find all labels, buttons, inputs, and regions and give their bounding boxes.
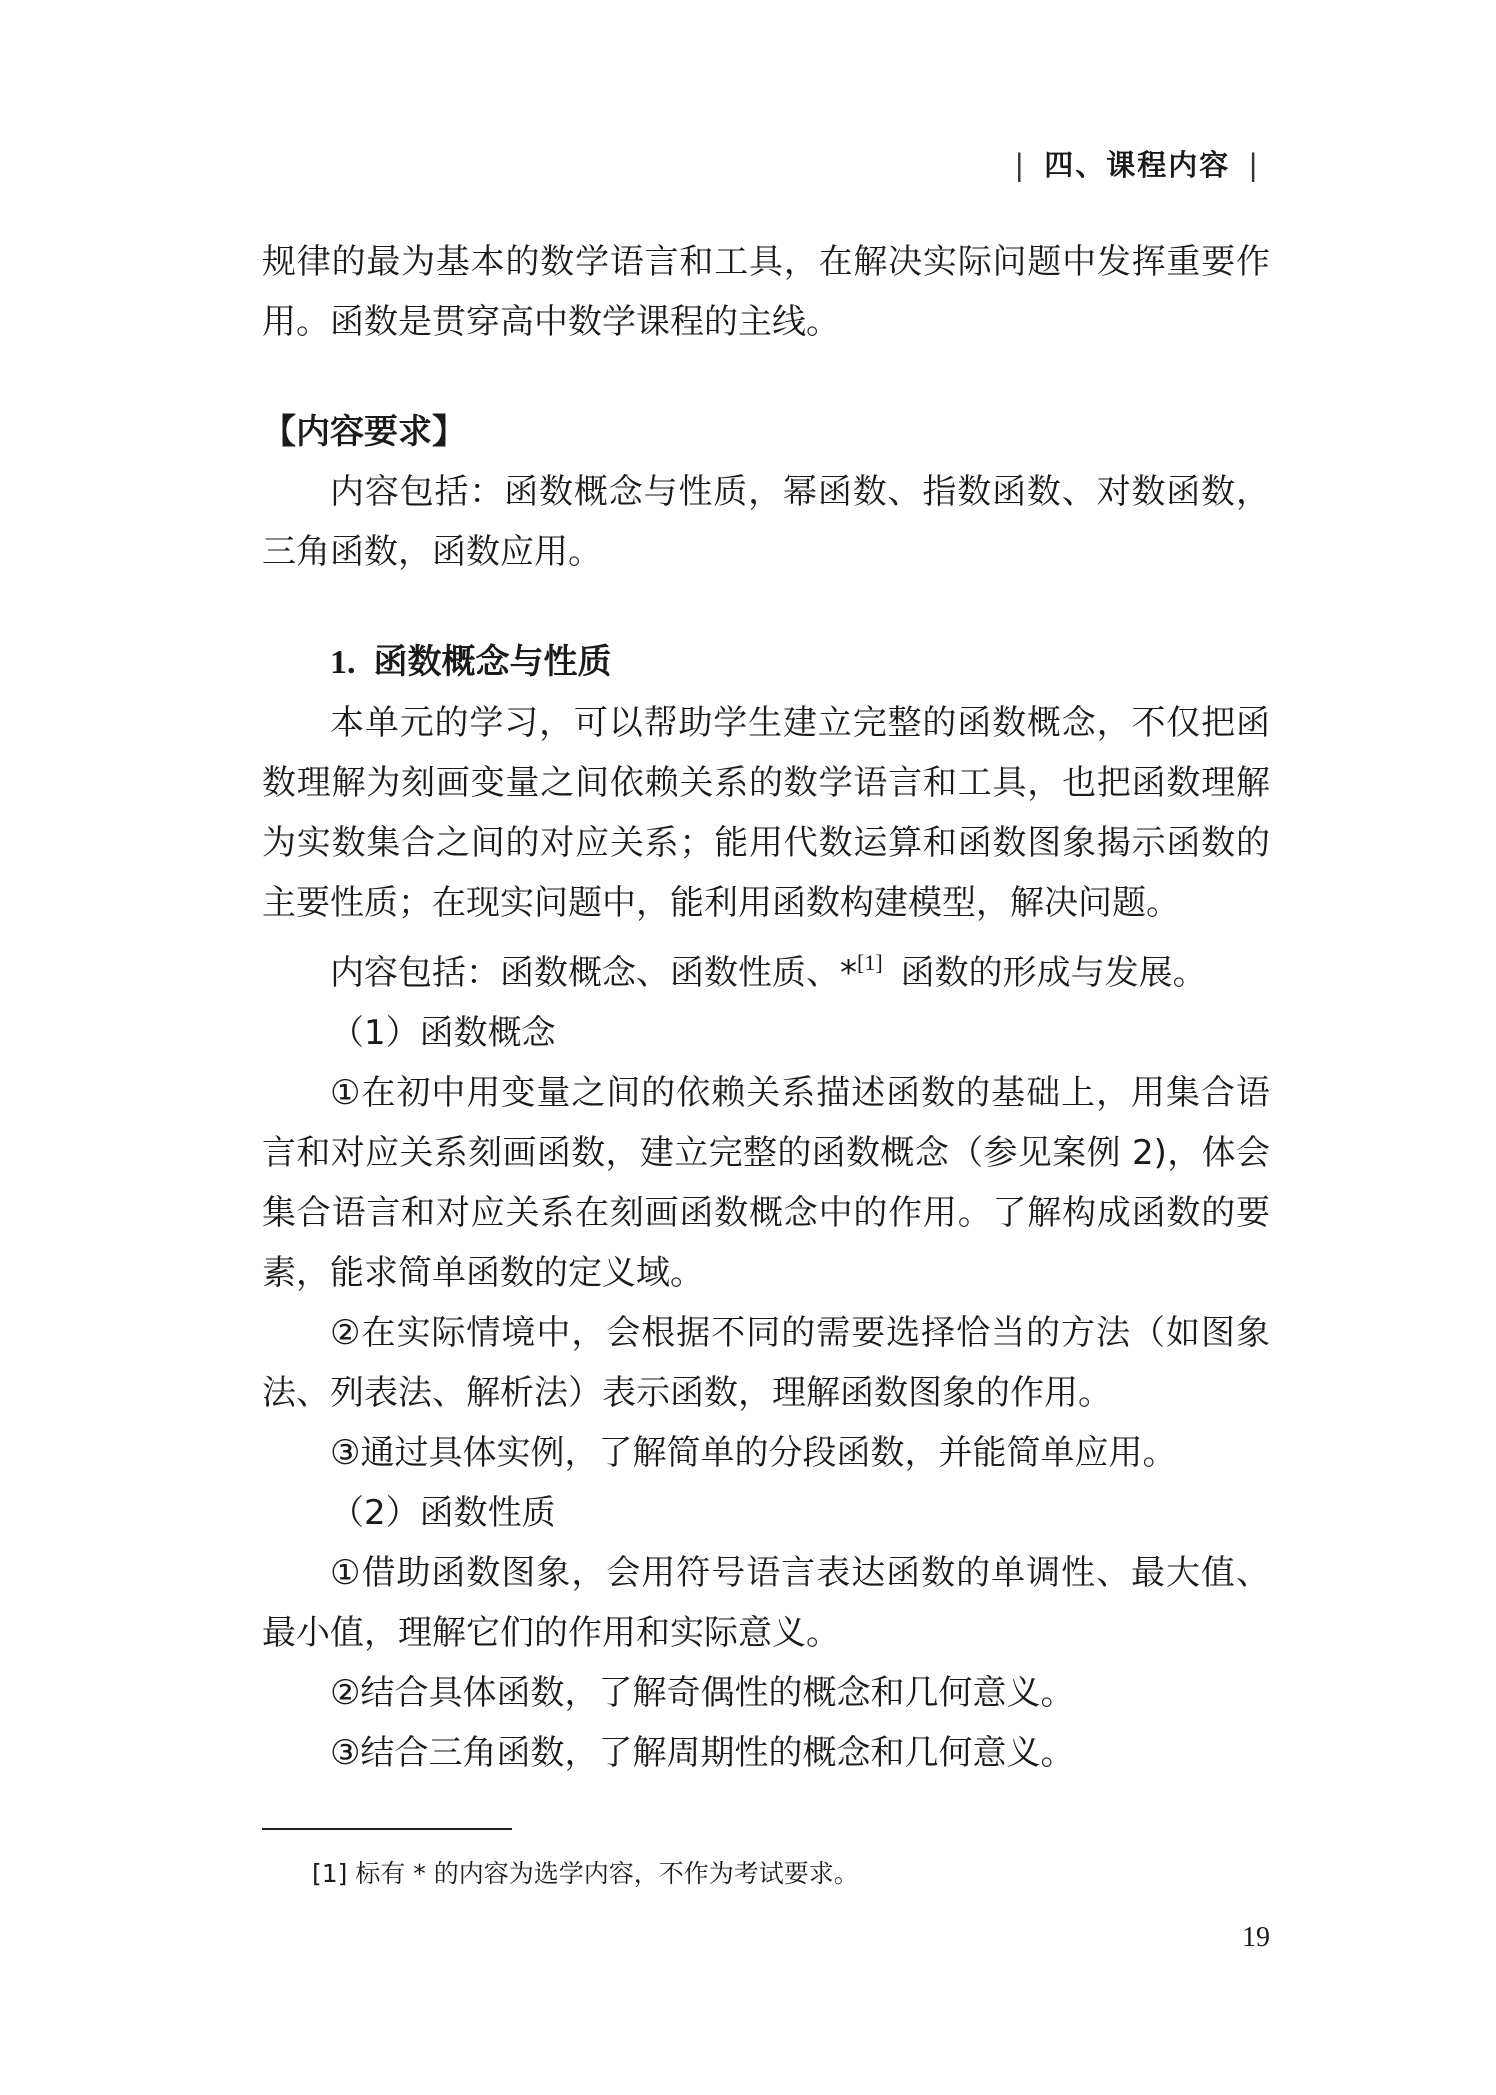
part1-item: ①在初中用变量之间的依赖关系描述函数的基础上，用集合语言和对应关系刻画函数，建立完整的函数概念（参见案例 2)，体会集合语言和对应关系在刻画函数概念中的作用。了解构成函数的要素，能求简单函数的定义域。: [262, 1073, 1270, 1293]
continuation-paragraph: 规律的最为基本的数学语言和工具，在解决实际问题中发挥重要作用。函数是贯穿高中数学课程的主线。: [262, 242, 1270, 342]
part1-item: ②在实际情境中，会根据不同的需要选择恰当的方法（如图象法、列表法、解析法）表示函数，理解函数图象的作用。: [262, 1313, 1270, 1413]
part2-item: ③结合三角函数，了解周期性的概念和几何意义。: [330, 1733, 1075, 1773]
part1-item: ③通过具体实例，了解简单的分段函数，并能简单应用。: [330, 1433, 1177, 1473]
header-right-bar: |: [1248, 148, 1260, 182]
content-list-suffix: 函数的形成与发展。: [900, 953, 1207, 993]
page-content: [262, 232, 1270, 1783]
part1-heading: （1）函数概念: [330, 1013, 556, 1053]
running-header: [996, 143, 1278, 184]
footnote-reference: [1]: [857, 950, 883, 975]
unit-paragraph: 本单元的学习，可以帮助学生建立完整的函数概念，不仅把函数理解为刻画变量之间依赖关系的数学语言和工具，也把函数理解为实数集合之间的对应关系；能用代数运算和函数图象揭示函数的主要性质；在现实问题中，能利用函数构建模型，解决问题。: [262, 703, 1270, 923]
section-heading: 【内容要求】: [262, 412, 466, 452]
part2-item: ①借助函数图象，会用符号语言表达函数的单调性、最大值、最小值，理解它们的作用和实际意义。: [262, 1553, 1270, 1653]
subsection-title: 函数概念与性质: [373, 642, 612, 682]
part2-heading: （2）函数性质: [330, 1493, 556, 1533]
footnote: [1] 标有 * 的内容为选学内容，不作为考试要求。: [312, 1859, 859, 1888]
content-list: [262, 933, 1270, 1003]
content-list-prefix: 内容包括：函数概念、函数性质、*: [330, 953, 857, 993]
page-number: 19: [1242, 1922, 1270, 1953]
content-intro: 内容包括：函数概念与性质，幂函数、指数函数、对数函数，三角函数，函数应用。: [262, 472, 1270, 572]
header-title: 四、课程内容: [1044, 148, 1231, 182]
header-left-bar: |: [1014, 148, 1027, 182]
footnote-divider: [262, 1828, 512, 1830]
part2-item: ②结合具体函数，了解奇偶性的概念和几何意义。: [330, 1673, 1075, 1713]
subsection-number: 1.: [330, 644, 356, 681]
subsection-heading: [262, 632, 1270, 693]
